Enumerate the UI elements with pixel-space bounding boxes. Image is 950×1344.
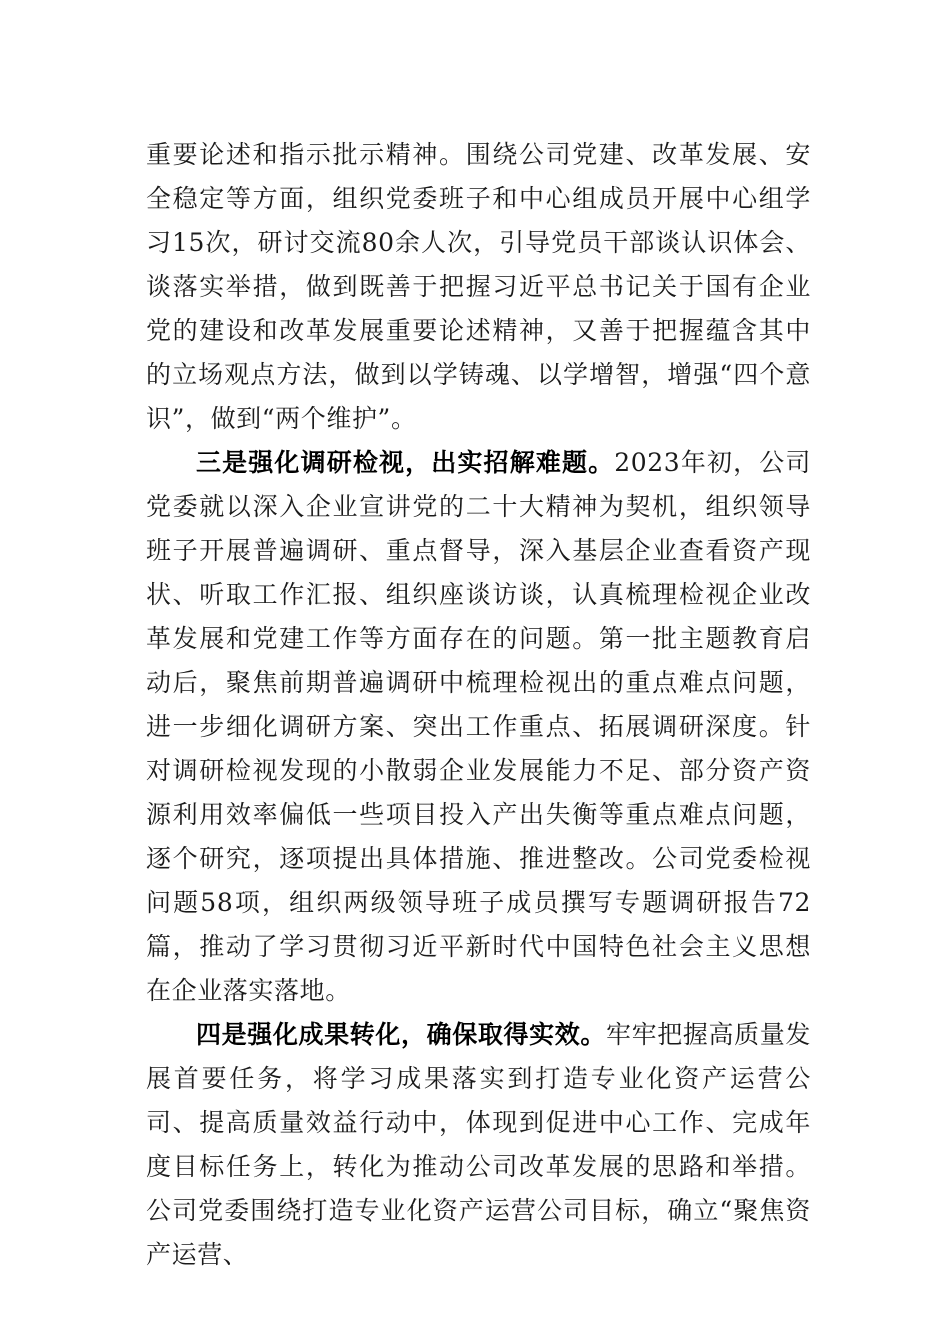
paragraph-3-text: 牢牢把握高质量发展首要任务，将学习成果落实到打造专业化资产运营公司、提高质量效益行动中，体现到促进中心工作、完成年度目标任务上，转化为推动公司改革发展的思路和举措。公司党委围绕打造专业化资产运营公司目标，确立“聚焦资产运营、 [146, 1020, 811, 1269]
paragraph-1-text: 重要论述和指示批示精神。围绕公司党建、改革发展、安全稳定等方面，组织党委班子和中心组成员开展中心组学习15次，研讨交流80余人次，引导党员干部谈认识体会、谈落实举措，做到既善于把握习近平总书记关于国有企业党的建设和改革发展重要论述精神，又善于把握蕴含其中的立场观点方法，做到以学铸魂、以学增智，增强“四个意识”，做到“两个维护”。 [146, 140, 811, 433]
document-body [146, 133, 811, 1277]
paragraph-3-lead: 四是强化成果转化，确保取得实效。 [196, 1020, 607, 1049]
paragraph-2-text: 2023年初，公司党委就以深入企业宣讲党的二十大精神为契机，组织领导班子开展普遍调研、重点督导，深入基层企业查看资产现状、听取工作汇报、组织座谈访谈，认真梳理检视企业改革发展和党建工作等方面存在的问题。第一批主题教育启动后，聚焦前期普遍调研中梳理检视出的重点难点问题，进一步细化调研方案、突出工作重点、拓展调研深度。针对调研检视发现的小散弱企业发展能力不足、部分资产资源利用效率偏低一些项目投入产出失衡等重点难点问题，逐个研究，逐项提出具体措施、推进整改。公司党委检视问题58项，组织两级领导班子成员撰写专题调研报告72篇，推动了学习贯彻习近平新时代中国特色社会主义思想在企业落实落地。 [146, 448, 811, 1005]
paragraph-1 [146, 133, 811, 441]
paragraph-2-lead: 三是强化调研检视，出实招解难题。 [196, 448, 615, 477]
paragraph-3 [146, 1013, 811, 1277]
paragraph-2 [146, 441, 811, 1013]
